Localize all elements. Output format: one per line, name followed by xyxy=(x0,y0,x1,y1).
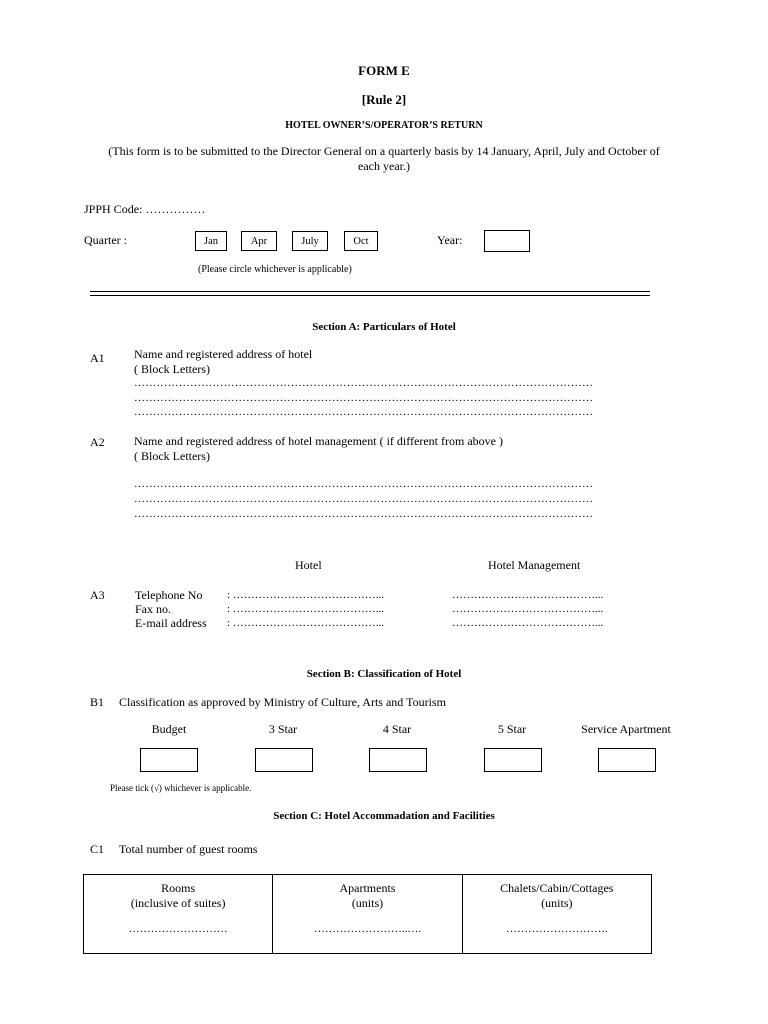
apartments-value-field[interactable]: ……………………..…. xyxy=(313,923,422,935)
classification-budget-checkbox[interactable] xyxy=(140,748,198,772)
return-title: HOTEL OWNER’S/OPERATOR’S RETURN xyxy=(285,120,483,131)
management-column-header: Hotel Management xyxy=(488,558,581,572)
classification-service-apartment-label: Service Apartment xyxy=(581,722,671,736)
double-rule-bottom xyxy=(90,295,650,296)
a1-number: A1 xyxy=(90,351,105,365)
chalets-value-field[interactable]: ………………………. xyxy=(505,923,608,935)
rule-label: [Rule 2] xyxy=(361,92,407,107)
classification-service-apartment-checkbox[interactable] xyxy=(598,748,656,772)
email-hotel-field[interactable]: : …………………………………... xyxy=(227,617,385,629)
fax-hotel-field[interactable]: : …………………………………... xyxy=(227,603,385,615)
rooms-cell xyxy=(84,875,273,954)
apartments-cell xyxy=(273,875,462,954)
fax-management-field[interactable]: …………………………………... xyxy=(452,603,604,615)
classification-3star-label: 3 Star xyxy=(268,722,298,736)
classification-3star-checkbox[interactable] xyxy=(255,748,313,772)
instruction-line-1: (This form is to be submitted to the Director General on a quarterly basis by 14 January, April, July and October of xyxy=(108,144,660,158)
section-c-title: Section C: Hotel Accommadation and Facilities xyxy=(273,810,495,822)
telephone-label: Telephone No xyxy=(135,588,203,602)
quarter-label: Quarter : xyxy=(84,233,127,247)
classification-5star-label: 5 Star xyxy=(497,722,527,736)
a2-label: Name and registered address of hotel management ( if different from above ) xyxy=(134,434,503,448)
rooms-sub: (inclusive of suites) xyxy=(130,896,226,910)
classification-4star-checkbox[interactable] xyxy=(369,748,427,772)
c1-number: C1 xyxy=(90,842,105,856)
quarter-option-july[interactable]: July xyxy=(292,231,328,251)
a2-line-1[interactable]: …………………………………………………………………………………………………………… xyxy=(134,478,594,490)
a3-number: A3 xyxy=(90,588,105,602)
section-a-title: Section A: Particulars of Hotel xyxy=(312,321,456,333)
chalets-sub: (units) xyxy=(541,896,573,910)
classification-5star-checkbox[interactable] xyxy=(484,748,542,772)
form-title: FORM E xyxy=(358,63,410,78)
a1-sub: ( Block Letters) xyxy=(134,362,210,376)
chalets-cell xyxy=(462,875,651,954)
c1-label: Total number of guest rooms xyxy=(119,842,258,856)
section-b-title: Section B: Classification of Hotel xyxy=(306,668,462,680)
telephone-hotel-field[interactable]: : …………………………………... xyxy=(227,589,385,601)
a1-line-3[interactable]: …………………………………………………………………………………………………………… xyxy=(134,406,594,418)
tick-note: Please tick (√) whichever is applicable. xyxy=(110,783,252,793)
rooms-value-field[interactable]: ……………………… xyxy=(128,923,228,935)
a2-number: A2 xyxy=(90,435,105,449)
a2-line-3[interactable]: …………………………………………………………………………………………………………… xyxy=(134,508,594,520)
year-input[interactable] xyxy=(484,230,530,252)
email-management-field[interactable]: …………………………………... xyxy=(452,617,604,629)
a1-line-2[interactable]: …………………………………………………………………………………………………………… xyxy=(134,392,594,404)
b1-number: B1 xyxy=(90,695,105,709)
a2-line-2[interactable]: …………………………………………………………………………………………………………… xyxy=(134,493,594,505)
quarter-option-apr[interactable]: Apr xyxy=(241,231,277,251)
apartments-title: Apartments xyxy=(339,881,396,895)
a2-sub: ( Block Letters) xyxy=(134,449,210,463)
quarter-option-oct[interactable]: Oct xyxy=(344,231,378,251)
year-label: Year: xyxy=(437,233,463,247)
rooms-title: Rooms xyxy=(161,881,196,895)
email-label: E-mail address xyxy=(135,616,207,630)
a1-label: Name and registered address of hotel xyxy=(134,347,313,361)
classification-budget-label: Budget xyxy=(151,722,187,736)
fax-label: Fax no. xyxy=(135,602,171,616)
a1-line-1[interactable]: …………………………………………………………………………………………………………… xyxy=(134,377,594,389)
instruction-line-2: each year.) xyxy=(358,159,410,173)
quarter-note: (Please circle whichever is applicable) xyxy=(198,264,352,275)
guest-rooms-table xyxy=(83,874,652,954)
chalets-title: Chalets/Cabin/Cottages xyxy=(500,881,614,895)
b1-label: Classification as approved by Ministry of Culture, Arts and Tourism xyxy=(119,695,446,709)
hotel-column-header: Hotel xyxy=(295,558,322,572)
jpph-code-field[interactable]: JPPH Code: …………… xyxy=(84,202,206,216)
telephone-management-field[interactable]: …………………………………... xyxy=(452,589,604,601)
double-rule-top xyxy=(90,291,650,292)
classification-4star-label: 4 Star xyxy=(382,722,412,736)
apartments-sub: (units) xyxy=(351,896,384,910)
quarter-option-jan[interactable]: Jan xyxy=(195,231,227,251)
